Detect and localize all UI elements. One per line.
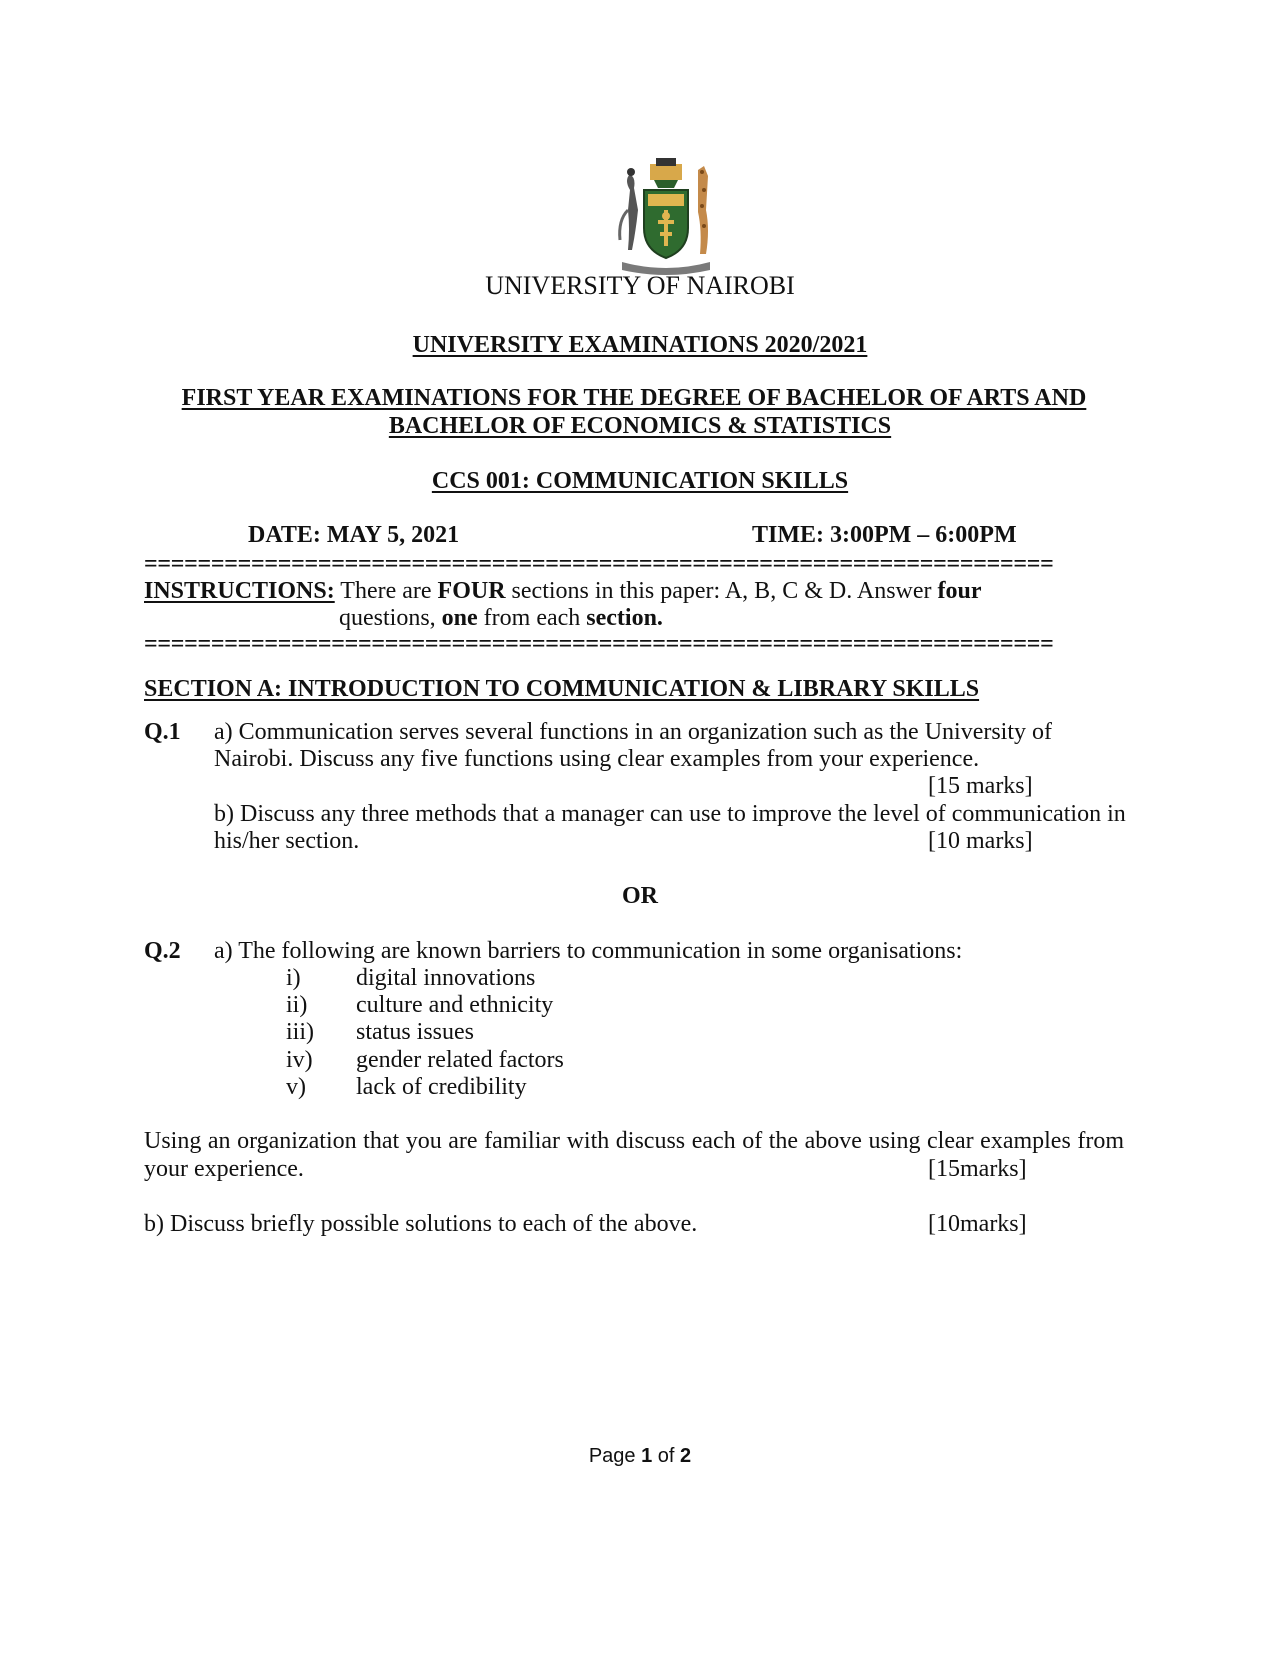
- q1-number: Q.1: [144, 719, 181, 745]
- q2-a-marks: [15marks]: [928, 1156, 1027, 1182]
- course-title: [0, 467, 1280, 495]
- instructions-bold-four: four: [937, 578, 982, 604]
- q2-item-2-text: culture and ethnicity: [356, 992, 554, 1018]
- q2-item-5-number: v): [286, 1074, 306, 1100]
- instructions-text-4: from each: [477, 605, 587, 631]
- instructions-line-1: [144, 577, 982, 605]
- instructions-bold-section: section.: [586, 605, 663, 631]
- q1-a-line-1: a) Communication serves several functions in an organization such as the University of: [214, 719, 1053, 745]
- q2-a-intro: a) The following are known barriers to communication in some organisations:: [214, 938, 963, 964]
- degree-line-1-text: FIRST YEAR EXAMINATIONS FOR THE DEGREE OF BACHELOR OF ARTS AND: [181, 385, 1087, 411]
- separator-bottom: ====================================================================: [144, 632, 1054, 656]
- q1-a-marks: [15 marks]: [928, 773, 1033, 799]
- course-title-text: CCS 001: COMMUNICATION SKILLS: [431, 468, 849, 494]
- instructions-text-3: questions,: [339, 605, 442, 631]
- q2-item-1-text: digital innovations: [356, 965, 536, 991]
- q2-number: Q.2: [144, 938, 181, 964]
- exam-title: [0, 331, 1280, 359]
- separator-top: ====================================================================: [144, 552, 1054, 576]
- university-name: UNIVERSITY OF NAIROBI: [485, 271, 795, 300]
- q2-item-5-text: lack of credibility: [356, 1074, 527, 1100]
- q2-item-1-number: i): [286, 965, 301, 991]
- page-current: 1: [641, 1445, 653, 1467]
- q2-using-line-1: Using an organization that you are familiar with discuss each of the above using clear examples from: [144, 1128, 1124, 1154]
- instructions-line-2: [339, 604, 663, 632]
- page-of-word: of: [652, 1445, 681, 1467]
- q1-b-line-2: his/her section.: [214, 828, 360, 854]
- q2-item-3-number: iii): [286, 1019, 314, 1045]
- q1-a-line-2: Nairobi. Discuss any five functions using clear examples from your experience.: [214, 746, 980, 772]
- section-a-title-text: SECTION A: INTRODUCTION TO COMMUNICATION & LIBRARY SKILLS: [144, 676, 980, 702]
- university-crest-logo: [610, 150, 722, 275]
- degree-line-1: [0, 384, 1274, 412]
- page-word: Page: [588, 1445, 642, 1467]
- degree-line-2: [0, 412, 1280, 440]
- or-divider: OR: [622, 883, 658, 909]
- instructions-bold-one: one: [441, 605, 478, 631]
- q2-item-3-text: status issues: [356, 1019, 475, 1045]
- instructions-label: INSTRUCTIONS:: [144, 578, 335, 604]
- q2-b-marks: [10marks]: [928, 1211, 1027, 1237]
- q2-item-2-number: ii): [286, 992, 308, 1018]
- exam-time: TIME: 3:00PM – 6:00PM: [752, 522, 1017, 548]
- q2-b-text: b) Discuss briefly possible solutions to each of the above.: [144, 1211, 698, 1237]
- q1-b-marks: [10 marks]: [928, 828, 1033, 854]
- instructions-bold-four-upper: FOUR: [437, 578, 506, 604]
- page-total: 2: [680, 1445, 692, 1467]
- degree-line-2-text: BACHELOR OF ECONOMICS & STATISTICS: [388, 413, 892, 439]
- q2-using-line-2: your experience.: [144, 1156, 304, 1182]
- exam-title-text: UNIVERSITY EXAMINATIONS 2020/2021: [412, 332, 868, 358]
- section-a-title: [144, 675, 979, 703]
- exam-date: DATE: MAY 5, 2021: [248, 522, 460, 548]
- q2-item-4-text: gender related factors: [356, 1047, 564, 1073]
- instructions-text-2: sections in this paper: A, B, C & D. Answer: [505, 578, 938, 604]
- q1-b-line-1: b) Discuss any three methods that a manager can use to improve the level of communication in: [214, 801, 1126, 827]
- instructions-text-1: There are: [334, 578, 438, 604]
- page-number: [0, 1445, 1280, 1468]
- q2-item-4-number: iv): [286, 1047, 313, 1073]
